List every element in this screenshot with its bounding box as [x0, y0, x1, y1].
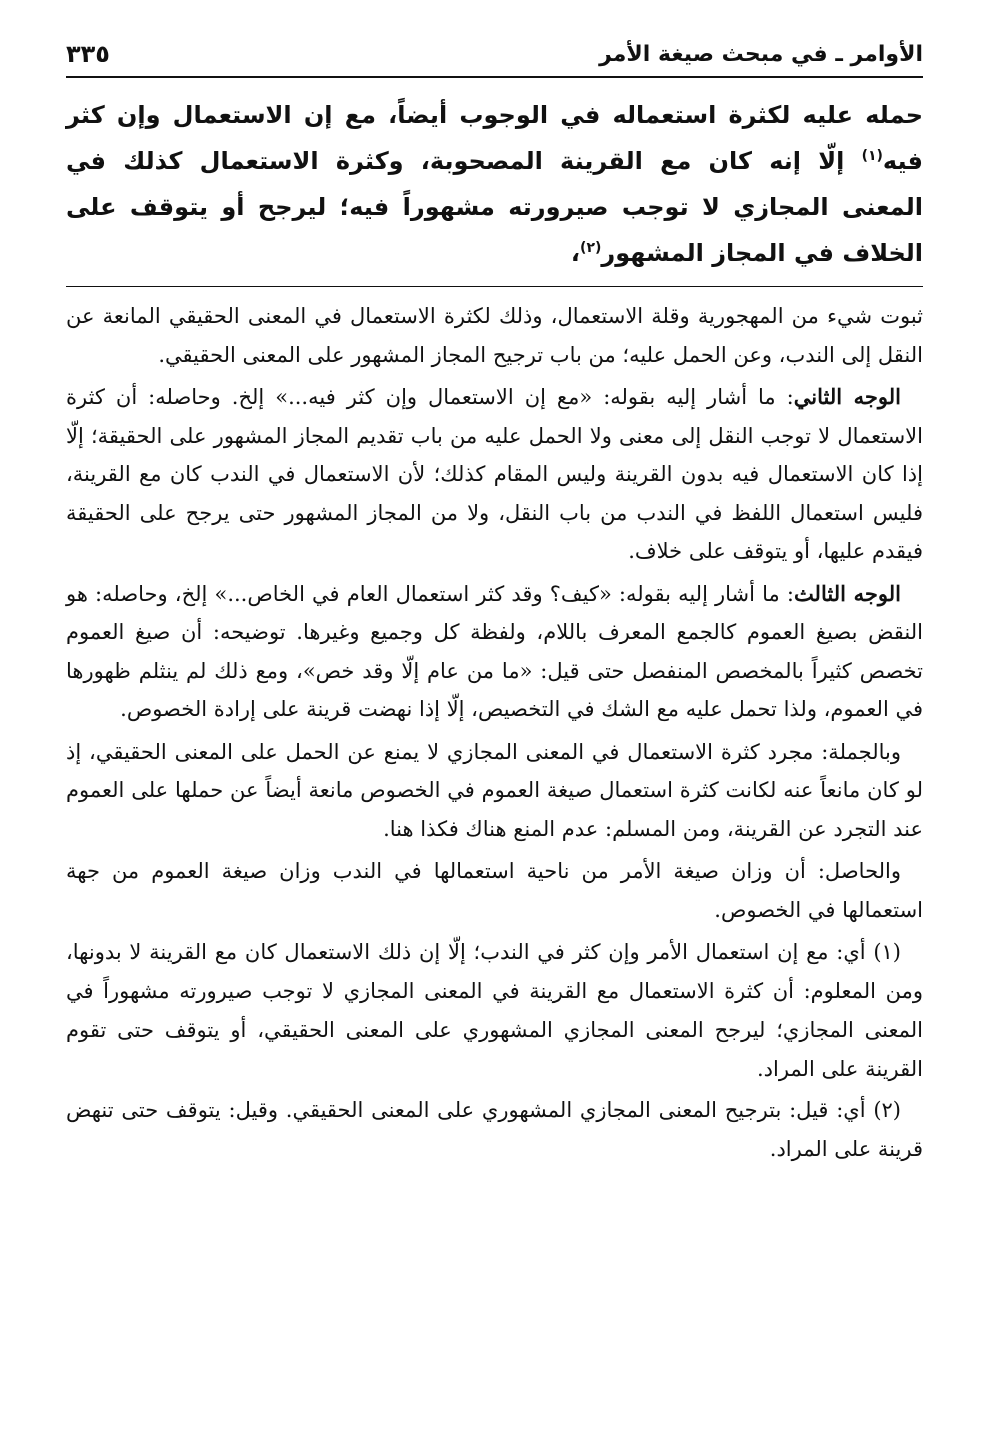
second-aspect-heading: الوجه الثاني — [793, 384, 901, 409]
commentary — [66, 297, 923, 929]
commentary-paragraph-2 — [66, 378, 923, 571]
third-aspect-text: : ما أشار إليه بقوله: «كيف؟ وقد كثر استعمال العام في الخاص...» إلخ، وحاصله: هو النقض بصيغ العموم كالجمع المعرف باللام، ولفظة كل وجميع وغيرها. توضيحه: أن صيغ العموم تخصص كثيراً بالمخصص المنفصل حتى قيل: «ما من عام إلّا وقد خص»، ومع ذلك لم ينثلم ظهورها في العموم، ولذا تحمل عليه مع الشك في التخصيص، إلّا إذا نهضت قرينة على إرادة الخصوص. — [66, 581, 923, 721]
footnote-ref-1[interactable]: (١) — [861, 148, 883, 164]
footnote-1: (١) أي: مع إن استعمال الأمر وإن كثر في الندب؛ إلّا إن ذلك الاستعمال كان مع القرينة لا بدونها، ومن المعلوم: أن كثرة الاستعمال مع القرينة في المعنى المجازي لا توجب صيرورته مشهوراً في المعنى المجازي؛ ليرجح المعنى المجازي المشهوري على المعنى الحقيقي، أو يتوقف حتى تقوم القرينة على المراد. — [66, 940, 923, 1081]
commentary-paragraph-3 — [66, 575, 923, 729]
main-text — [66, 92, 923, 287]
footnotes — [66, 933, 923, 1169]
third-aspect-heading: الوجه الثالث — [793, 580, 901, 606]
main-text-part-2: إلّا إنه كان مع القرينة المصحوبة، وكثرة الاستعمال كذلك في المعنى المجازي لا توجب صيرورته مشهوراً فيه؛ ليرجح أو يتوقف على الخلاف في المجاز المشهور — [66, 147, 923, 267]
footnote-ref-2[interactable]: (٢) — [580, 240, 602, 256]
page-number: ٣٣٥ — [66, 40, 110, 68]
commentary-paragraph-5: والحاصل: أن وزان صيغة الأمر من ناحية استعمالها في الندب وزان صيغة العموم من جهة استعمالها في الخصوص. — [66, 859, 923, 922]
chapter-title: الأوامر ـ في مبحث صيغة الأمر — [599, 42, 923, 67]
commentary-paragraph-1: ثبوت شيء من المهجورية وقلة الاستعمال، وذلك لكثرة الاستعمال في المعنى الحقيقي المانعة عن النقل إلى الندب، وعن الحمل عليه؛ من باب ترجيح المجاز المشهور على المعنى الحقيقي. — [66, 304, 923, 367]
book-page — [66, 34, 923, 1171]
main-text-part-3: ، — [570, 239, 581, 267]
commentary-paragraph-4: وبالجملة: مجرد كثرة الاستعمال في المعنى المجازي لا يمنع عن الحمل على المعنى الحقيقي، إذ لو كان مانعاً عنه لكانت كثرة استعمال صيغة العموم في الخصوص مانعة أيضاً عن حملها على العموم عند التجرد عن القرينة، ومن المسلم: عدم المنع هناك فكذا هنا. — [66, 739, 923, 841]
running-header — [66, 34, 923, 78]
second-aspect-text: : ما أشار إليه بقوله: «مع إن الاستعمال وإن كثر فيه...» إلخ. وحاصله: أن كثرة الاستعمال لا توجب النقل إلى معنى ولا الحمل عليه من باب تقديم المجاز المشهور على الحقيقة؛ إلّا إذا كان الاستعمال فيه بدون القرينة وليس المقام كذلك؛ لأن الاستعمال في الندب كان مع القرينة، فليس استعمال اللفظ في الندب من باب النقل، ولا من المجاز المشهور حتى يرجح على الحقيقة فيقدم عليها، أو يتوقف على خلاف. — [66, 385, 923, 563]
main-text-part-1: حمله عليه لكثرة استعماله في الوجوب أيضاً، مع إن الاستعمال وإن كثر فيه — [66, 101, 923, 175]
footnote-2: (٢) أي: قيل: بترجيح المعنى المجازي المشهوري على المعنى الحقيقي. وقيل: يتوقف حتى تنهض قرينة على المراد. — [66, 1098, 923, 1161]
